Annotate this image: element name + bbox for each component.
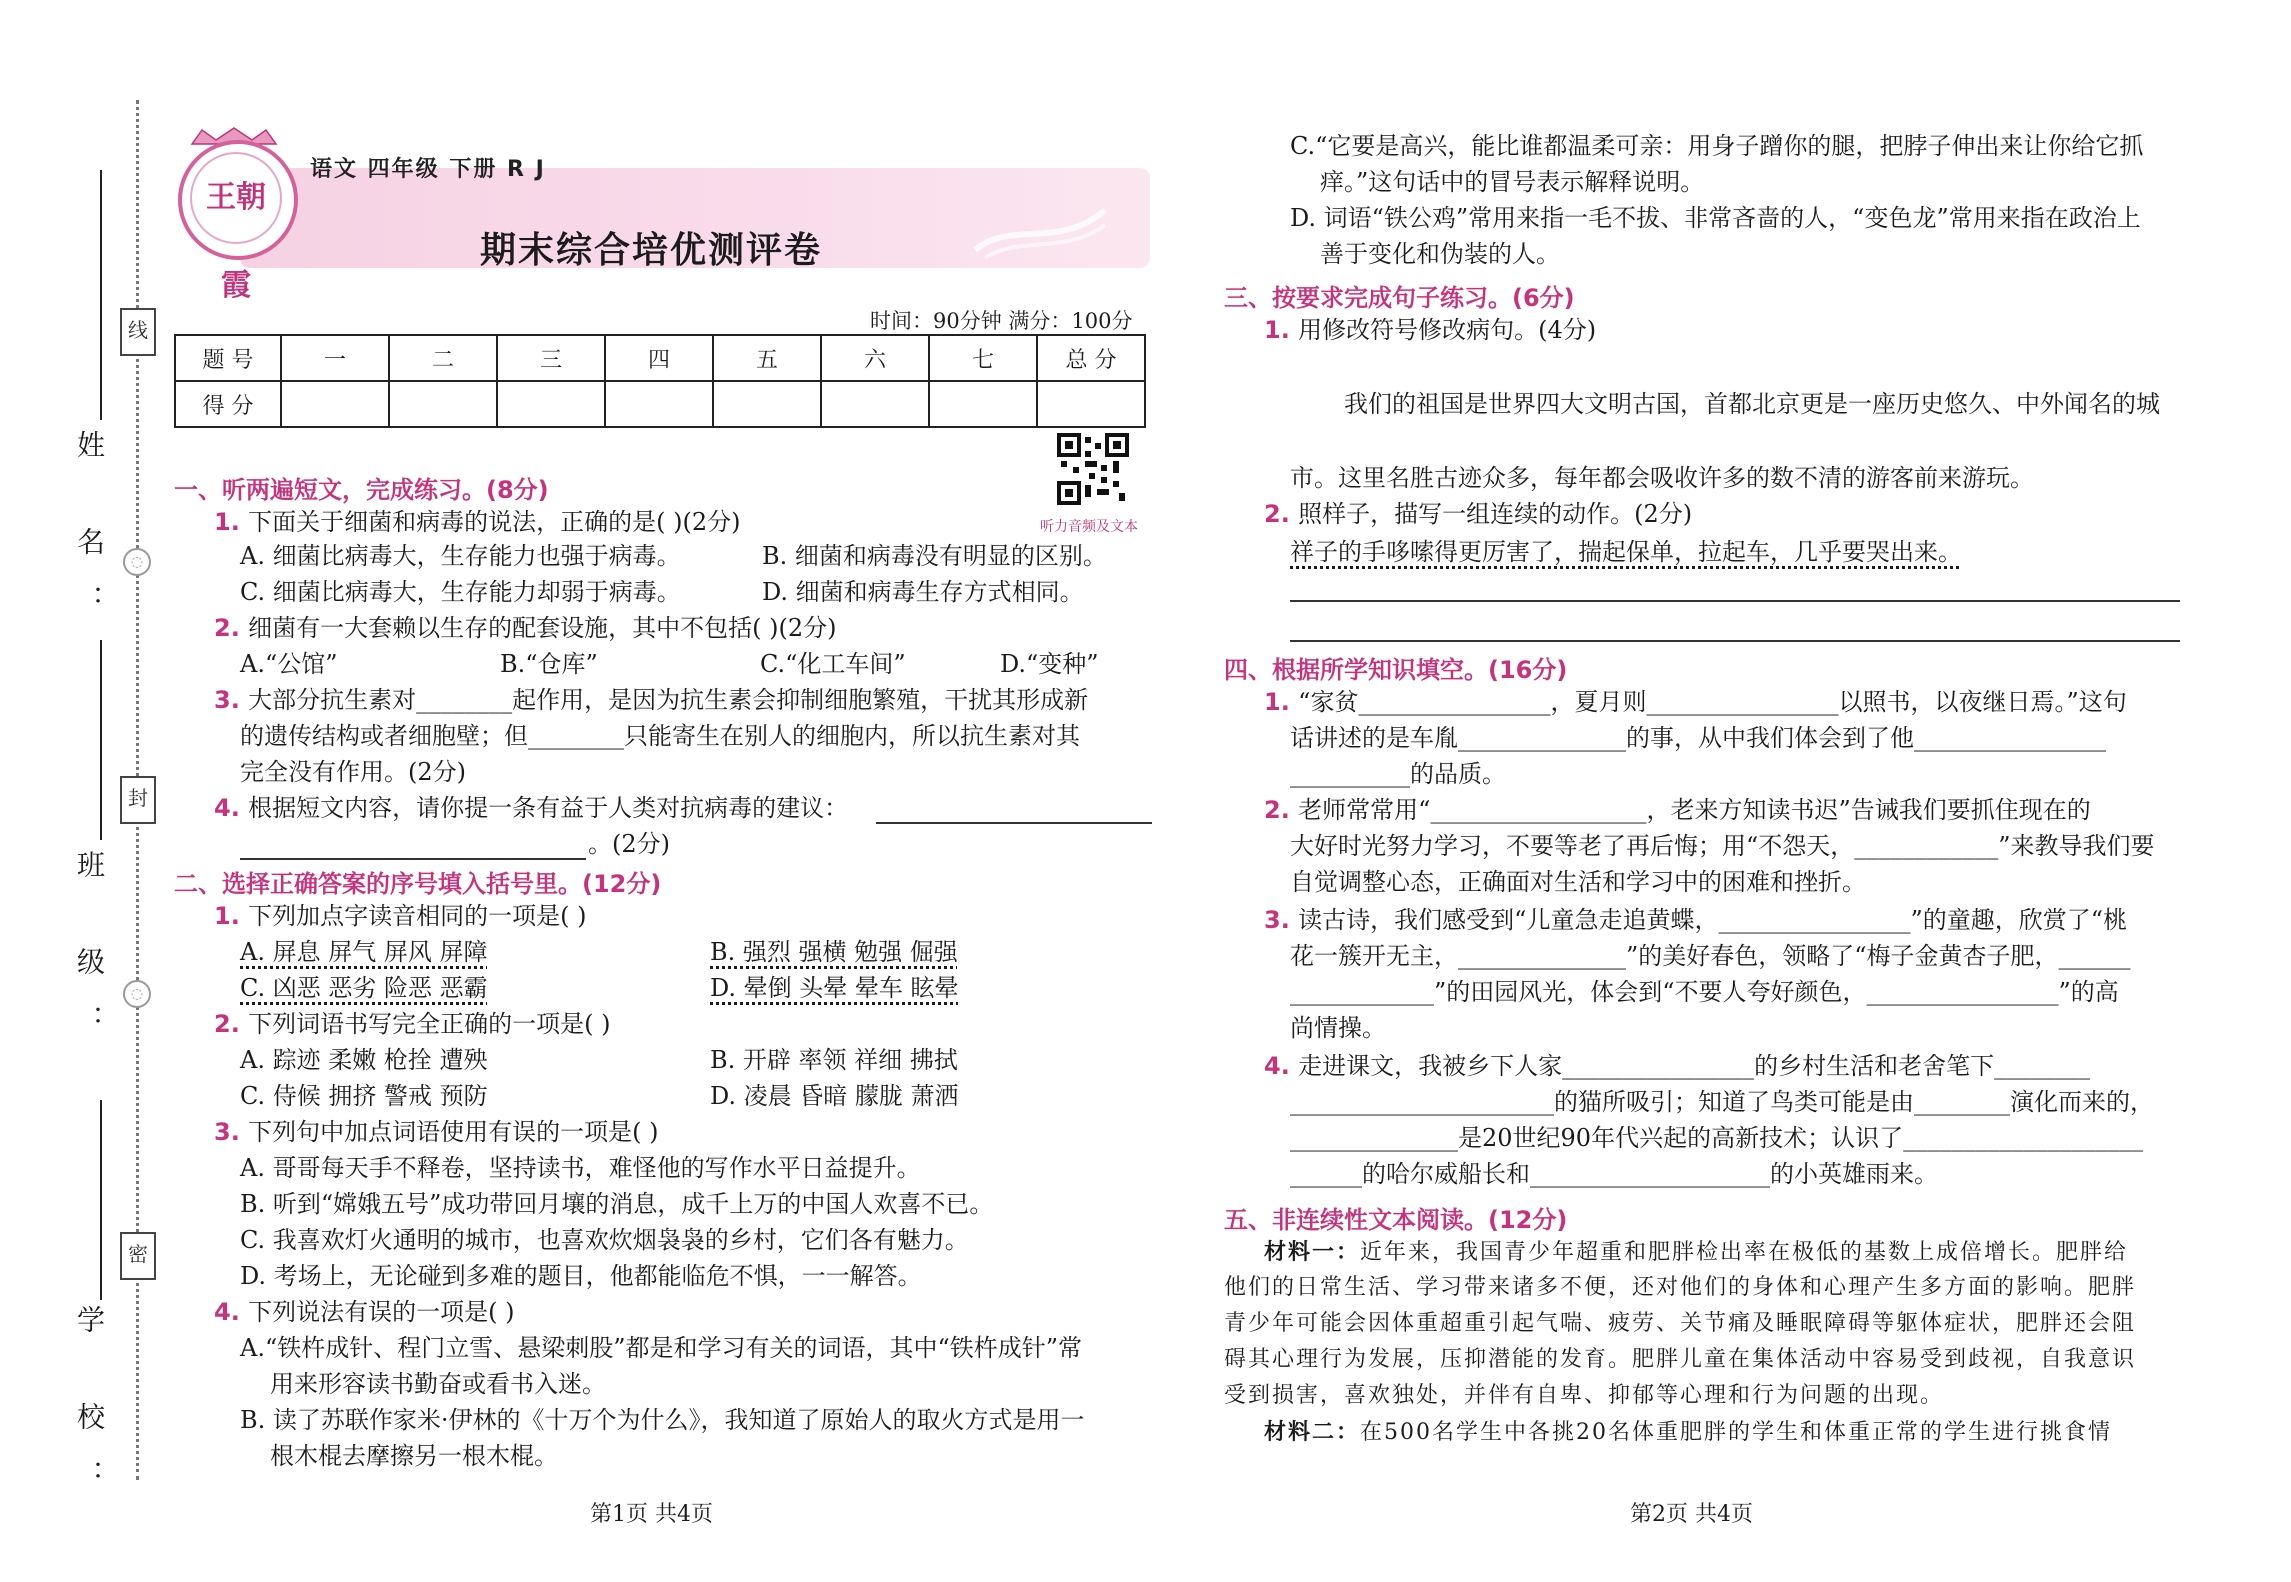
question-number: 4. <box>214 1298 249 1326</box>
question-text: ______________________的猫所吸引；知道了鸟类可能是由________演化而来的， <box>1290 1088 2154 1116</box>
score-cell[interactable] <box>281 381 389 427</box>
question-text: 自觉调整心态，正确面对生活和学习中的困难和挫折。 <box>1290 868 1866 896</box>
option-d[interactable]: D.“变种” <box>1000 650 1099 678</box>
sentence-to-correct[interactable]: 我们的祖国是世界四大文明古国，首都北京更是一座历史悠久、中外闻名的城 <box>1344 390 2160 418</box>
school-label: 学 校： <box>73 1305 106 1518</box>
question-text: __________的品质。 <box>1290 760 1506 788</box>
table-cell: 六 <box>821 335 929 381</box>
question-2-1 <box>214 900 587 932</box>
question-3-2 <box>1264 498 1692 530</box>
option-d[interactable]: D. 考场上，无论碰到多难的题目，他都能临危不惧，一一解答。 <box>240 1262 922 1290</box>
question-text: 下列句中加点词语使用有误的一项是( ) <box>248 1118 659 1146</box>
option-c[interactable]: C. 细菌比病毒大，生存能力却弱于病毒。 <box>240 578 681 606</box>
table-cell: 总 分 <box>1037 335 1145 381</box>
option-b[interactable]: B. 细菌和病毒没有明显的区别。 <box>762 542 1107 570</box>
section-1-heading: 一、听两遍短文，完成练习。(8分) <box>174 476 549 504</box>
score-cell[interactable] <box>929 381 1037 427</box>
option-c[interactable]: C. 侍候 拥挤 警戒 预防 <box>240 1082 488 1110</box>
score-cell[interactable] <box>1037 381 1145 427</box>
question-text: 照样子，描写一组连续的动作。(2分) <box>1298 500 1693 528</box>
question-1-3 <box>214 684 1088 716</box>
table-cell: 五 <box>713 335 821 381</box>
option-c[interactable]: C.“化工车间” <box>760 650 906 678</box>
question-text: 。(2分) <box>588 830 670 858</box>
table-cell: 一 <box>281 335 389 381</box>
option-a[interactable]: A. 屏息 屏气 屏风 屏障 <box>240 938 488 966</box>
question-4-2 <box>1264 794 2091 826</box>
score-table <box>174 334 1146 428</box>
question-number: 1. <box>1264 316 1299 344</box>
question-1-4 <box>214 792 848 824</box>
seal-feng: 封 <box>120 776 156 824</box>
binding-hole-icon: ◌ <box>123 980 151 1008</box>
option-d[interactable]: D. 凌晨 昏暗 朦胧 萧洒 <box>710 1082 959 1110</box>
option-a[interactable]: A.“铁杵成针、程门立雪、悬梁刺股”都是和学习有关的词语，其中“铁杵成针”常 <box>240 1334 1083 1362</box>
question-text: 用修改符号修改病句。(4分) <box>1298 316 1597 344</box>
question-4-3 <box>1264 904 2127 936</box>
material-2-line <box>1264 1416 2112 1449</box>
question-text: 细菌有一大套赖以生存的配套设施，其中不包括( )(2分) <box>248 614 837 642</box>
question-text: 完全没有作用。(2分) <box>240 758 466 786</box>
subject-label: 语文 四年级 下册 R J <box>310 157 546 182</box>
question-number: 2. <box>214 1010 249 1038</box>
material-text: 他们的日常生活、学习带来诸多不便，还对他们的身体和心理产生多方面的影响。肥胖 <box>1224 1275 2137 1300</box>
option-a[interactable]: A.“公馆” <box>240 650 338 678</box>
question-text: ______________是20世纪90年代兴起的高新技术；认识了____________________ <box>1290 1124 2144 1152</box>
score-cell[interactable] <box>389 381 497 427</box>
material-text: 受到损害，喜欢独处，并伴有自卑、抑郁等心理和行为问题的出现。 <box>1224 1383 1945 1408</box>
option-b[interactable]: B.“仓库” <box>500 650 598 678</box>
question-text: 花一簇开无主，______________”的美好春色，领略了“梅子金黄杏子肥，______ <box>1290 942 2131 970</box>
option-c[interactable]: C. 我喜欢灯火通明的城市，也喜欢炊烟袅袅的乡村，它们各有魅力。 <box>240 1226 969 1254</box>
option-c[interactable]: C.“它要是高兴，能比谁都温柔可亲：用身子蹭你的腿，把脖子伸出来让你给它抓 <box>1290 132 2144 160</box>
section-2-heading: 二、选择正确答案的序号填入括号里。(12分) <box>174 870 662 898</box>
material-1-line <box>1264 1236 2128 1269</box>
answer-line[interactable] <box>1290 600 2180 602</box>
question-text: 的遗传结构或者细胞壁；但________只能寄生在别人的细胞内，所以抗生素对其 <box>240 722 1080 750</box>
answer-line[interactable] <box>1290 640 2180 642</box>
question-number: 2. <box>1264 796 1299 824</box>
table-cell: 得 分 <box>175 381 281 427</box>
page-footer-left: 第1页 共4页 <box>590 1502 713 1527</box>
question-number: 1. <box>214 902 249 930</box>
question-text: 尚情操。 <box>1290 1014 1386 1042</box>
question-number: 1. <box>1264 688 1299 716</box>
material-text: 近年来，我国青少年超重和肥胖检出率在极低的基数上成倍增长。肥胖给 <box>1360 1240 2129 1265</box>
question-text: 读古诗，我们感受到“儿童急走追黄蝶，________________”的童趣，欣赏了“桃 <box>1298 906 2127 934</box>
sentence-to-correct[interactable]: 市。这里名胜古迹众多，每年都会吸收许多的数不清的游客前来游玩。 <box>1290 464 2034 492</box>
option-b-cont: 根木棍去摩擦另一根木棍。 <box>270 1442 558 1470</box>
answer-line[interactable] <box>876 822 1152 824</box>
score-cell[interactable] <box>497 381 605 427</box>
material-text: 青少年可能会因体重超重引起气喘、疲劳、关节痛及睡眠障碍等躯体症状，肥胖还会阻 <box>1224 1311 2137 1336</box>
question-text: 下列词语书写完全正确的一项是( ) <box>248 1010 611 1038</box>
material-text: 碍其心理行为发展，压抑潜能的发育。肥胖儿童在集体活动中容易受到歧视，自我意识 <box>1224 1347 2137 1372</box>
option-a[interactable]: A. 细菌比病毒大，生存能力也强于病毒。 <box>240 542 681 570</box>
question-text: 下列加点字读音相同的一项是( ) <box>248 902 587 930</box>
question-text: 下列说法有误的一项是( ) <box>248 1298 515 1326</box>
section-4-heading: 四、根据所学知识填空。(16分) <box>1224 656 1568 684</box>
option-b[interactable]: B. 强烈 强横 勉强 倔强 <box>710 938 958 966</box>
time-info: 时间：90分钟 满分：100分 <box>870 309 1133 333</box>
question-number: 2. <box>1264 500 1299 528</box>
option-c-cont: 痒。”这句话中的冒号表示解释说明。 <box>1320 168 1705 196</box>
seal-xian: 线 <box>120 308 156 356</box>
option-c[interactable]: C. 凶恶 恶劣 险恶 恶霸 <box>240 974 488 1002</box>
example-sentence: 祥子的手哆嗦得更厉害了，揣起保单，拉起车，几乎要哭出来。 <box>1290 538 1962 566</box>
question-text: 根据短文内容，请你提一条有益于人类对抗病毒的建议： <box>248 794 849 822</box>
question-number: 3. <box>214 686 249 714</box>
question-2-2 <box>214 1008 611 1040</box>
question-text: ______的哈尔威船长和____________________的小英雄雨来。 <box>1290 1160 1938 1188</box>
option-d[interactable]: D. 晕倒 头晕 晕车 眩晕 <box>710 974 959 1002</box>
qr-code-icon[interactable] <box>1057 433 1129 505</box>
seal-mi: 密 <box>120 1232 156 1280</box>
table-cell: 七 <box>929 335 1037 381</box>
option-b[interactable]: B. 读了苏联作家米·伊林的《十万个为什么》，我知道了原始人的取火方式是用一 <box>240 1406 1085 1434</box>
logo-text: 王朝霞 <box>206 180 266 303</box>
question-1-1 <box>214 506 741 538</box>
question-number: 3. <box>214 1118 249 1146</box>
swoosh-decoration-icon <box>970 200 1110 260</box>
question-text: 大部分抗生素对________起作用，是因为抗生素会抑制细胞繁殖，干扰其形成新 <box>248 686 1089 714</box>
table-row <box>175 381 1145 427</box>
question-4-4 <box>1264 1050 2090 1082</box>
page-title: 期末综合培优测评卷 <box>480 230 823 271</box>
brand-logo <box>178 140 298 303</box>
material-text: 在500名学生中各挑20名体重肥胖的学生和体重正常的学生进行挑食情 <box>1360 1420 2113 1445</box>
section-5-heading: 五、非连续性文本阅读。(12分) <box>1224 1206 1568 1234</box>
question-text: 大好时光努力学习，不要等老了再后悔；用“不怨天，____________”来教导我们要 <box>1290 832 2155 860</box>
question-number: 3. <box>1264 906 1299 934</box>
question-text: 老师常常用“__________________，老来方知读书迟”告诫我们要抓住现在的 <box>1298 796 2091 824</box>
page-footer-right: 第2页 共4页 <box>1630 1502 1753 1527</box>
table-row <box>175 335 1145 381</box>
question-4-1 <box>1264 686 2127 718</box>
class-label: 班 级： <box>73 850 106 1063</box>
question-1-2 <box>214 612 837 644</box>
question-text: 走进课文，我被乡下人家________________的乡村生活和老舍笔下________ <box>1298 1052 2091 1080</box>
name-label: 姓 名： <box>73 430 106 643</box>
section-3-heading: 三、按要求完成句子练习。(6分) <box>1224 284 1575 312</box>
table-cell: 题 号 <box>175 335 281 381</box>
table-cell: 四 <box>605 335 713 381</box>
material-1-label: 材料一： <box>1264 1239 1361 1265</box>
score-cell[interactable] <box>713 381 821 427</box>
school-writing-line[interactable] <box>100 1100 102 1300</box>
option-b[interactable]: B. 听到“嫦娥五号”成功带回月壤的消息，成千上万的中国人欢喜不已。 <box>240 1190 994 1218</box>
score-cell[interactable] <box>605 381 713 427</box>
binding-hole-icon: ◌ <box>123 548 151 576</box>
question-number: 4. <box>214 794 249 822</box>
class-writing-line[interactable] <box>100 640 102 840</box>
score-cell[interactable] <box>821 381 929 427</box>
question-2-3 <box>214 1116 659 1148</box>
question-text: 下面关于细菌和病毒的说法，正确的是( )(2分) <box>248 508 741 536</box>
option-d[interactable]: D. 细菌和病毒生存方式相同。 <box>762 578 1084 606</box>
option-d-cont: 善于变化和伪装的人。 <box>1320 240 1560 268</box>
table-cell: 二 <box>389 335 497 381</box>
option-a-cont: 用来形容读书勤奋或看书入迷。 <box>270 1370 606 1398</box>
material-2-label: 材料二： <box>1264 1419 1361 1445</box>
option-d[interactable]: D. 词语“铁公鸡”常用来指一毛不拔、非常吝啬的人，“变色龙”常用来指在政治上 <box>1290 204 2141 232</box>
question-3-1 <box>1264 314 1596 346</box>
question-number: 4. <box>1264 1052 1299 1080</box>
question-number: 1. <box>214 508 249 536</box>
option-b[interactable]: B. 开辟 率领 祥细 拂拭 <box>710 1046 958 1074</box>
question-number: 2. <box>214 614 249 642</box>
qr-caption: 听力音频及文本 <box>1040 519 1138 535</box>
question-text: “家贫________________，夏月则________________以照书，以夜继日焉。”这句 <box>1298 688 2127 716</box>
question-text: 话讲述的是车胤______________的事，从中我们体会到了他________________ <box>1290 724 2106 752</box>
answer-line[interactable] <box>240 858 586 860</box>
question-2-4 <box>214 1296 515 1328</box>
option-a[interactable]: A. 踪迹 柔嫩 枪拴 遭殃 <box>240 1046 488 1074</box>
name-writing-line[interactable] <box>100 170 102 420</box>
option-a[interactable]: A. 哥哥每天手不释卷，坚持读书，难怪他的写作水平日益提升。 <box>240 1154 921 1182</box>
question-text: ____________”的田园风光，体会到“不要人夸好颜色，________________”的高 <box>1290 978 2119 1006</box>
table-cell: 三 <box>497 335 605 381</box>
